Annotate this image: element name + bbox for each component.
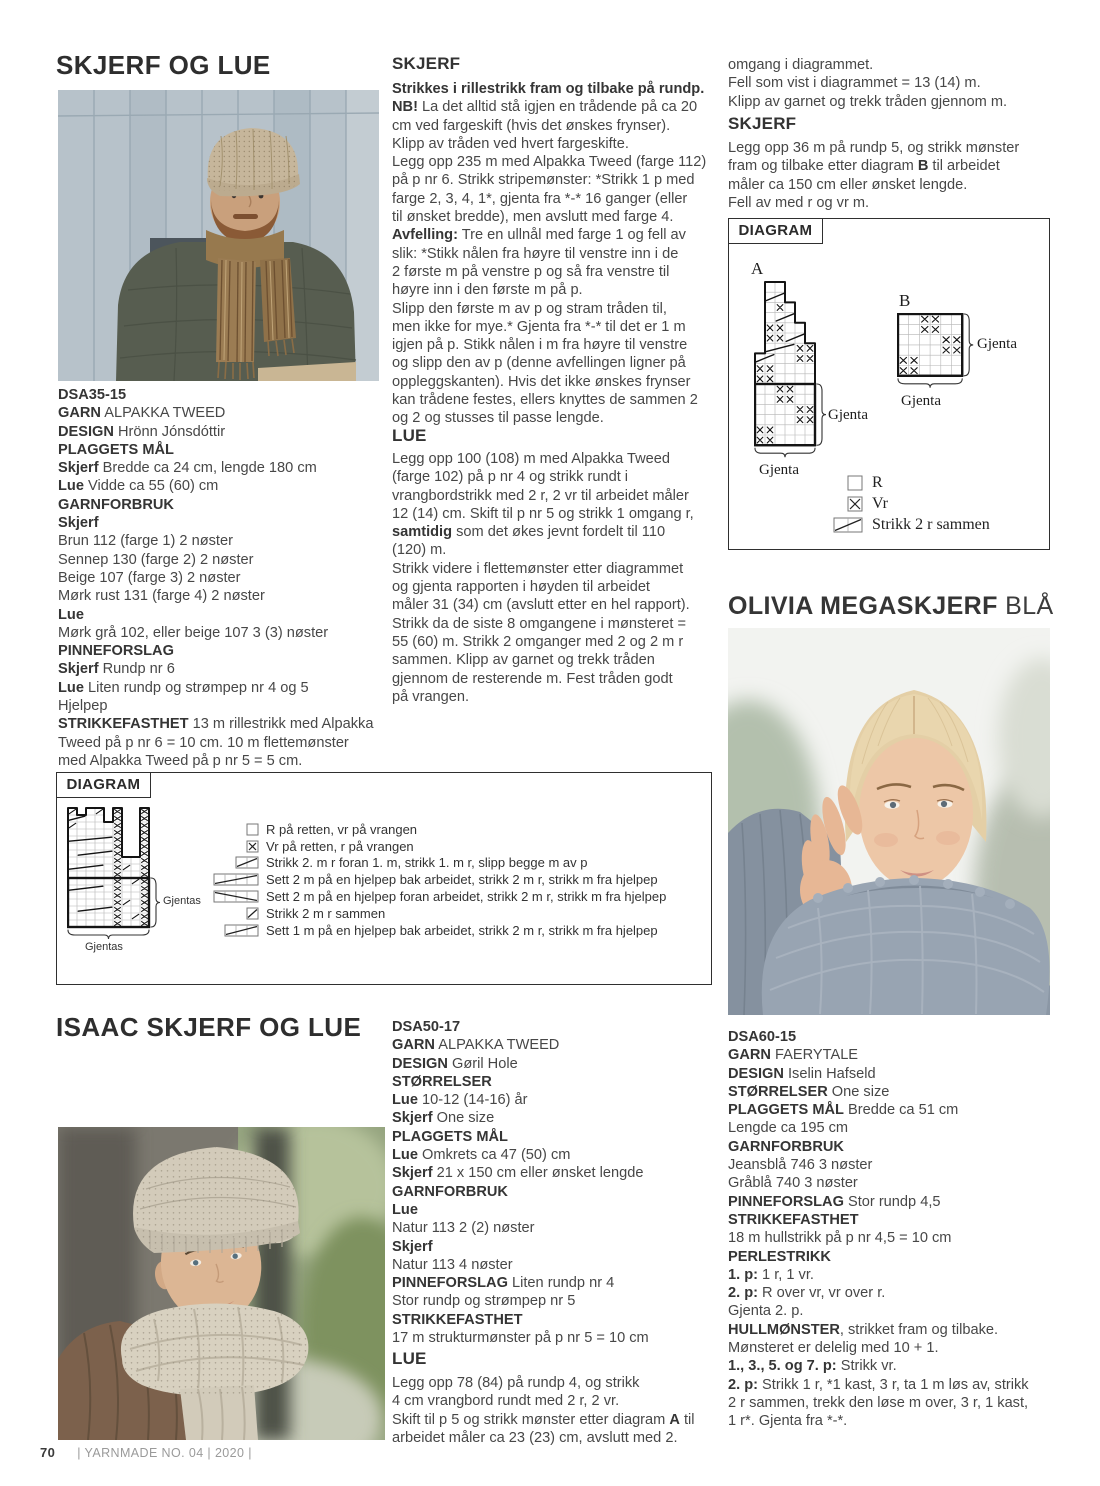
pattern-spec-dsa50: DSA50-17 GARN ALPAKKA TWEED DESIGN Gøril Hole STØRRELSER Lue 10-12 (14-16) år Skjerf One size PLAGGETS MÅL Lue Omkrets ca 47 (50) cm Skjerf 21 x 150 cm eller ønsket lengde GARNFORBRUK Lue Natur 113 2 (2) nøster Skjerf Natur 113 4 nøster PINNEFORSLAG Liten rundp nr 4 Stor rundp og strømpep nr 5 STRIKKEFASTHET 17 m strukturmønster på p nr 5 = 10 cm (392, 1019, 649, 1347)
diagram-box-ab (728, 218, 1050, 550)
skjerf-instructions: Strikkes i rillestrikk fram og tilbake på rundp. NB! La det alltid stå igjen en trådende på ca 20 cm ved fargeskift (hvis det ønskes frynser). Klipp av tråden ved hvert fargeskifte. Legg opp 235 m med Alpakka Tweed (farge 112) på p nr 6. Strikk stripemønster: *Strikk 1 p med farge 2, 3, 4, 1*, gjenta fra *-* 16 ganger (eller til ønsket bredde), men avslutt med farge 4. Avfelling: Tre en ullnål med farge 1 og fell av slik: *Stikk nålen fra høyre til venstre inn i de 2 første m på venstre p og så fra venstre til høyre inn i den første m på p. Slipp den første m av p og stram tråden til, men ikke for mye.* Gjenta fra *-* til det er 1 m igjen på p. Stikk nålen i m fra høyre til venstre og slipp den av p (denne avfellingen ligner på oppleggskanten). Hvis det ikke ønskes frynser kan trådene festes, ellers knyttes de sammen 2 og 2 og stusses til passe lengde. (392, 81, 707, 427)
diagram-label-left: DIAGRAM (56, 772, 152, 798)
lue-heading: LUE (392, 426, 427, 445)
photo-boy-hat-scarf (58, 1127, 385, 1440)
pattern-spec-dsa60: DSA60-15 GARN FAERYTALE DESIGN Iselin Hafseld STØRRELSER One size PLAGGETS MÅL Bredde ca 51 cm Lengde ca 195 cm GARNFORBRUK Jeansblå 746 3 nøster Gråblå 740 3 nøster PINNEFORSLAG Stor rundp 4,5 STRIKKEFASTHET 18 m hullstrikk på p nr 4,5 = 10 cm PERLESTRIKK 1. p: 1 r, 1 vr. 2. p: R over vr, vr over r. Gjenta 2. p. HULLMØNSTER, strikket fram og tilbake. Mønsteret er delelig med 10 + 1. 1., 3., 5. og 7. p: Strikk vr. 2. p: Strikk 1 r, *1 kast, 3 r, ta 1 m løs av, strikk 2 r sammen, trekk den løse m over, 3 r, 1 kast, 1 r*. Gjenta fra *-*. (728, 1029, 1029, 1430)
skjerf-heading: SKJERF (392, 54, 461, 73)
chart-a-repeat-label-right: Gjenta (828, 407, 868, 423)
page-number: 70 (40, 1445, 56, 1460)
chart-legend-ab: R Vr Strikk 2 r sammen (829, 472, 990, 535)
continued-instructions: omgang i diagrammet. Fell som vist i diagrammet = 13 (14) m. Klipp av garnet og trekk tråden gjennom m. (728, 57, 1008, 110)
section-title-skjerf-og-lue: SKJERF OG LUE (56, 50, 271, 80)
chart-b-repeat-label-bottom: Gjenta (901, 393, 941, 409)
pattern-spec-dsa35: DSA35-15 GARN ALPAKKA TWEED DESIGN Hrönn Jónsdóttir PLAGGETS MÅL Skjerf Bredde ca 24 cm, lengde 180 cm Lue Vidde ca 55 (60) cm GARNFORBRUK Skjerf Brun 112 (farge 1) 2 nøster Sennep 130 (farge 2) 2 nøster Beige 107 (farge 3) 2 nøster Mørk rust 131 (farge 4) 2 nøster Lue Mørk grå 102, eller beige 107 3 (3) nøster PINNEFORSLAG Skjerf Rundp nr 6 Lue Liten rundp og strømpep nr 4 og 5 Hjelpep STRIKKEFASTHET 13 m rillestrikk med Alpakka Tweed på p nr 6 = 10 cm. 10 m flettemønster med Alpakka Tweed på p nr 5 = 5 cm. (58, 387, 374, 769)
lue-instructions-isaac: Legg opp 78 (84) på rundp 4, og strikk 4 cm vrangbord rundt med 2 r, 2 vr. Skift til p 5 og strikk mønster etter diagram A til arbeidet måler ca 23 (23) cm, avslutt med 2. (392, 1375, 695, 1446)
diagram-label: DIAGRAM (728, 218, 824, 244)
knitting-chart-a (754, 281, 830, 460)
footer-meta: | YARNMADE NO. 04 | 2020 | (77, 1446, 252, 1460)
chart-legend-flette: R på retten, vr på vrangen Vr på retten, r på vrangen Strikk 2. m r foran 1. m, strikk 1. m r, slipp begge m av p Sett 2 m på en hjelpep bak arbeidet, strikk 2 m r, strikk m fra hjelpep Sett 2 m på en hjelpep foran arbeidet, strikk 2 m r, strikk m fra hjelpep Strikk 2 m r sammen Sett 1 m på en hjelpep bak arbeidet, strikk 2 m r, strikk m fra hjelpep (207, 821, 666, 939)
photo-woman-megascarf (728, 628, 1050, 1015)
flette-repeat-label-right: Gjentas (163, 895, 201, 907)
photo-man-hat-scarf (58, 90, 379, 381)
flette-repeat-label-bottom: Gjentas (85, 941, 123, 953)
chart-b-repeat-label-right: Gjenta (977, 336, 1017, 352)
page-footer (40, 1445, 252, 1460)
lue-heading-isaac: LUE (392, 1349, 427, 1368)
knitting-chart-b (897, 313, 977, 391)
skjerf-instructions-right: Legg opp 36 m på rundp 5, og strikk mønster fram og tilbake etter diagram B til arbeidet måler ca 150 cm eller ønsket lengde. Fell av med r og vr m. (728, 140, 1020, 211)
skjerf-heading-right: SKJERF (728, 114, 797, 133)
chart-a-label: A (751, 259, 764, 278)
knitting-chart-flette (67, 807, 164, 942)
isaac-title: ISAAC SKJERF OG LUE (56, 1012, 362, 1042)
lue-instructions: Legg opp 100 (108) m med Alpakka Tweed (farge 102) på p nr 4 og strikk rundt i vrangbordstrikk med 2 r, 2 vr til arbeidet måler 12 (14) cm. Skift til p nr 5 og strikk 1 omgang r, samtidig som det økes jevnt fordelt til 110 (120) m. Strikk videre i flettemønster etter diagrammet og gjenta rapporten i høyden til arbeidet måler 31 (34) cm (avslutt etter en hel rapport). Strikk da de siste 8 omgangene i mønsteret = 55 (60) m. Strikk 2 omganger med 2 og 2 m r sammen. Klipp av garnet og trekk tråden gjennom de resterende m. Fest tråden godt på vrangen. (392, 451, 694, 705)
olivia-title: OLIVIA MEGASKJERF BLÅ (728, 592, 1054, 620)
diagram-box-flette (56, 772, 712, 985)
chart-a-repeat-label-bottom: Gjenta (759, 462, 799, 478)
chart-b-label: B (899, 291, 911, 310)
